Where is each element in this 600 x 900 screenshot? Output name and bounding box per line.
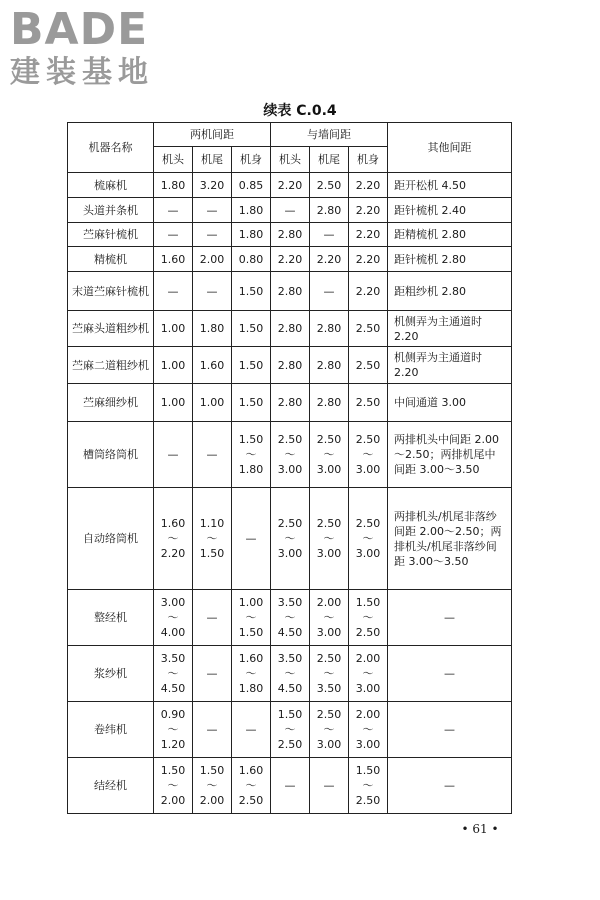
table-row [68,488,512,590]
other-spacing: 距针梳机 2.80 [388,247,512,272]
value-cell: 1.50～2.50 [349,758,388,814]
value-cell: 1.00 [154,311,193,347]
value-cell: 2.80 [310,347,349,384]
machine-name: 卷纬机 [68,702,154,758]
table-row [68,311,512,347]
value-cell: 0.85 [232,173,271,198]
other-spacing: — [388,590,512,646]
value-cell: — [310,272,349,311]
value-cell: 2.80 [310,384,349,422]
value-cell: 2.80 [271,272,310,311]
value-cell: 1.60 [154,247,193,272]
value-cell: 2.80 [310,198,349,223]
value-cell: 2.80 [310,311,349,347]
value-cell: — [271,198,310,223]
value-cell: 2.80 [271,347,310,384]
header-other-spacing: 其他间距 [388,123,512,173]
value-cell: 2.50 [349,311,388,347]
value-cell: — [193,223,232,247]
value-cell: 2.80 [271,311,310,347]
value-cell: 2.50～3.00 [349,422,388,488]
spacing-table [67,122,512,814]
value-cell: — [193,198,232,223]
machine-name: 苎麻针梳机 [68,223,154,247]
machine-name: 整经机 [68,590,154,646]
other-spacing: 距针梳机 2.40 [388,198,512,223]
value-cell: 1.00 [154,347,193,384]
table-row [68,198,512,223]
table-row [68,422,512,488]
value-cell: 1.80 [154,173,193,198]
value-cell: 1.10～1.50 [193,488,232,590]
value-cell: — [310,758,349,814]
value-cell: 2.50 [310,173,349,198]
value-cell: 2.50～3.50 [310,646,349,702]
other-spacing: 机侧弄为主通道时 2.20 [388,311,512,347]
machine-name: 精梳机 [68,247,154,272]
value-cell: 1.60～2.50 [232,758,271,814]
value-cell: 1.50～2.00 [193,758,232,814]
machine-name: 浆纱机 [68,646,154,702]
machine-name: 苎麻头道粗纱机 [68,311,154,347]
other-spacing: 两排机头中间距 2.00～2.50；两排机尾中间距 3.00～3.50 [388,422,512,488]
logo-subtitle: 建装基地 [10,55,154,90]
value-cell: 2.80 [271,223,310,247]
other-spacing: 中间通道 3.00 [388,384,512,422]
other-spacing: 机侧弄为主通道时 2.20 [388,347,512,384]
other-spacing: 两排机头/机尾非落纱间距 2.00～2.50；两排机头/机尾非落纱间距 3.00～3.50 [388,488,512,590]
value-cell: 1.00～1.50 [232,590,271,646]
value-cell: — [154,223,193,247]
value-cell: 3.50～4.50 [154,646,193,702]
table-row [68,223,512,247]
value-cell: 2.00～3.00 [310,590,349,646]
value-cell: 3.20 [193,173,232,198]
value-cell: — [193,646,232,702]
value-cell: 1.80 [193,311,232,347]
value-cell: 2.80 [271,384,310,422]
value-cell: 2.20 [349,198,388,223]
table-row [68,384,512,422]
value-cell: 2.20 [349,173,388,198]
subheader-cell: 机尾 [193,147,232,173]
subheader-cell: 机尾 [310,147,349,173]
value-cell: 1.50～2.50 [349,590,388,646]
other-spacing: — [388,646,512,702]
machine-name: 苎麻二道粗纱机 [68,347,154,384]
machine-name: 苎麻细纱机 [68,384,154,422]
table-row [68,646,512,702]
value-cell: 2.50～3.00 [271,488,310,590]
value-cell: 1.60～2.20 [154,488,193,590]
value-cell: — [271,758,310,814]
value-cell: 2.50～3.00 [271,422,310,488]
table-row [68,758,512,814]
table-row [68,702,512,758]
value-cell: 2.20 [349,247,388,272]
value-cell: 2.50～3.00 [310,702,349,758]
value-cell: — [193,590,232,646]
value-cell: 2.20 [310,247,349,272]
header-to-wall: 与墙间距 [271,123,388,147]
value-cell: 2.20 [349,223,388,247]
value-cell: 1.50 [232,347,271,384]
value-cell: 1.50 [232,311,271,347]
table-row [68,590,512,646]
logo-wordmark: BADE [10,4,149,55]
table-row [68,247,512,272]
subheader-cell: 机头 [154,147,193,173]
other-spacing: 距开松机 4.50 [388,173,512,198]
value-cell: — [193,422,232,488]
value-cell: — [232,488,271,590]
subheader-cell: 机身 [232,147,271,173]
machine-name: 头道并条机 [68,198,154,223]
value-cell: 2.20 [349,272,388,311]
value-cell: 2.50 [349,384,388,422]
value-cell: — [154,422,193,488]
other-spacing: 距粗纱机 2.80 [388,272,512,311]
value-cell: 3.50～4.50 [271,590,310,646]
other-spacing: — [388,758,512,814]
value-cell: 2.50 [349,347,388,384]
value-cell: — [154,198,193,223]
value-cell: 1.60 [193,347,232,384]
value-cell: 1.50 [232,272,271,311]
value-cell: 1.50～2.00 [154,758,193,814]
value-cell: 2.50～3.00 [310,422,349,488]
value-cell: 1.50～2.50 [271,702,310,758]
table-row [68,173,512,198]
value-cell: 2.00～3.00 [349,646,388,702]
other-spacing: 距精梳机 2.80 [388,223,512,247]
value-cell: 2.50～3.00 [310,488,349,590]
subheader-cell: 机头 [271,147,310,173]
value-cell: 0.80 [232,247,271,272]
value-cell: 1.60～1.80 [232,646,271,702]
value-cell: 2.20 [271,247,310,272]
machine-name: 末道苎麻针梳机 [68,272,154,311]
value-cell: 2.00～3.00 [349,702,388,758]
subheader-cell: 机身 [349,147,388,173]
table-row [68,272,512,311]
value-cell: 3.50～4.50 [271,646,310,702]
table-row [68,347,512,384]
machine-name: 结经机 [68,758,154,814]
page-number: • 61 • [461,822,499,836]
value-cell: — [232,702,271,758]
table-caption: 续表 C.0.4 [263,103,337,119]
value-cell: — [193,272,232,311]
brand-logo [10,6,180,90]
value-cell: 2.50～3.00 [349,488,388,590]
value-cell: 1.50～1.80 [232,422,271,488]
value-cell: 1.80 [232,223,271,247]
value-cell: — [193,702,232,758]
value-cell: 0.90～1.20 [154,702,193,758]
value-cell: 2.20 [271,173,310,198]
value-cell: 2.00 [193,247,232,272]
header-between-machines: 两机间距 [154,123,271,147]
value-cell: 1.80 [232,198,271,223]
value-cell: 3.00～4.00 [154,590,193,646]
machine-name: 梳麻机 [68,173,154,198]
other-spacing: — [388,702,512,758]
value-cell: — [154,272,193,311]
value-cell: 1.00 [193,384,232,422]
machine-name: 自动络筒机 [68,488,154,590]
header-machine-name: 机器名称 [68,123,154,173]
value-cell: 1.00 [154,384,193,422]
value-cell: — [310,223,349,247]
value-cell: 1.50 [232,384,271,422]
machine-name: 槽筒络筒机 [68,422,154,488]
